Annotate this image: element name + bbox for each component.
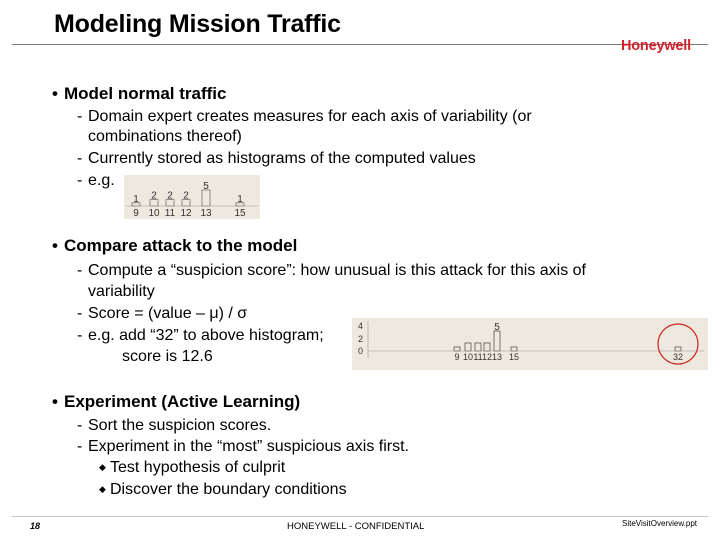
hist1-bar — [202, 190, 210, 206]
hist2-bar — [475, 343, 481, 351]
histogram-normal — [124, 175, 260, 219]
bullet-icon: • — [52, 236, 58, 255]
honeywell-logo: Honeywell — [621, 38, 691, 54]
dash-icon: - — [77, 262, 83, 279]
point-domain-expert: - Domain expert creates measures for each axis of variability (or — [77, 108, 532, 125]
hist2-bar — [675, 347, 681, 351]
dash-icon: - — [77, 305, 83, 322]
subpoint-boundary-conditions: ◆ Discover the boundary conditions — [99, 481, 347, 498]
hist1-x-tick-label: 12 — [180, 208, 192, 219]
hist2-peak-count-label: 5 — [494, 322, 500, 333]
hist1-x-tick-label: 15 — [234, 208, 246, 219]
hist1-x-tick-label: 9 — [133, 208, 139, 219]
section-heading-compare: • Compare attack to the model — [52, 236, 298, 255]
dash-icon: - — [77, 327, 83, 344]
hist2-y-tick-label: 2 — [358, 334, 364, 344]
hist1-x-tick-label: 13 — [200, 208, 212, 219]
point-eg: - e.g. — [77, 172, 115, 189]
hist1-count-label: 1 — [237, 193, 243, 205]
hist2-bar — [494, 331, 500, 351]
point-most-suspicious: - Experiment in the “most” suspicious axis first. — [77, 438, 409, 455]
footer-divider — [12, 516, 708, 517]
dash-icon: - — [77, 438, 83, 455]
hist2-x-tick-label: 13 — [491, 352, 503, 362]
hist2-y-tick-label: 0 — [358, 346, 364, 356]
diamond-bullet-icon: ◆ — [99, 484, 106, 494]
point-score-value: score is 12.6 — [122, 348, 213, 365]
point-sort-scores: - Sort the suspicion scores. — [77, 417, 272, 434]
hist1-x-tick-label: 10 — [148, 208, 160, 219]
dash-icon: - — [77, 150, 83, 167]
hist2-bar — [511, 347, 517, 351]
hist1-x-tick-label: 11 — [164, 208, 176, 219]
hist1-count-label: 2 — [183, 190, 189, 202]
hist1-count-label: 2 — [167, 190, 173, 202]
point-stored-histograms: - Currently stored as histograms of the computed values — [77, 150, 476, 167]
page-title: Modeling Mission Traffic — [54, 10, 341, 38]
dash-icon: - — [77, 417, 83, 434]
subpoint-test-hypothesis: ◆ Test hypothesis of culprit — [99, 459, 286, 476]
page-number: 18 — [30, 521, 41, 531]
histogram-with-attack — [352, 318, 708, 370]
point-suspicion-score-cont: variability — [88, 283, 155, 300]
hist2-x-tick-label: 11 — [473, 352, 483, 362]
dash-icon: - — [77, 172, 83, 189]
point-domain-expert-cont: combinations thereof) — [88, 128, 242, 145]
hist2-bar — [454, 347, 460, 351]
hist2-bar — [484, 343, 490, 351]
file-name: SiteVisitOverview.ppt — [622, 519, 697, 528]
title-divider — [12, 44, 708, 45]
section-heading-model: • Model normal traffic — [52, 84, 227, 103]
section-heading-experiment: • Experiment (Active Learning) — [52, 392, 301, 411]
hist2-x-tick-label: 32 — [672, 352, 684, 362]
histogram-with-attack-svg — [352, 318, 708, 370]
dash-icon: - — [77, 108, 83, 125]
hist2-bar — [465, 343, 471, 351]
bullet-icon: • — [52, 84, 58, 103]
hist2-x-tick-label: 15 — [508, 352, 520, 362]
hist2-y-tick-label: 4 — [358, 321, 364, 331]
histogram-normal-svg — [124, 175, 260, 219]
bullet-icon: • — [52, 392, 58, 411]
point-score-formula: - Score = (value – μ) / σ — [77, 305, 248, 322]
hist2-x-tick-label: 12 — [481, 352, 493, 362]
hist1-count-label: 5 — [203, 181, 209, 192]
point-suspicion-score: - Compute a “suspicion score”: how unusual is this attack for this axis of — [77, 262, 586, 279]
hist2-x-tick-label: 10 — [462, 352, 474, 362]
hist1-count-label: 2 — [151, 190, 157, 202]
hist2-x-tick-label: 9 — [454, 352, 460, 362]
confidentiality-label: HONEYWELL - CONFIDENTIAL — [287, 521, 425, 532]
point-add-32: - e.g. add “32” to above histogram; — [77, 327, 324, 344]
hist1-count-label: 1 — [133, 193, 139, 205]
diamond-bullet-icon: ◆ — [99, 462, 106, 472]
